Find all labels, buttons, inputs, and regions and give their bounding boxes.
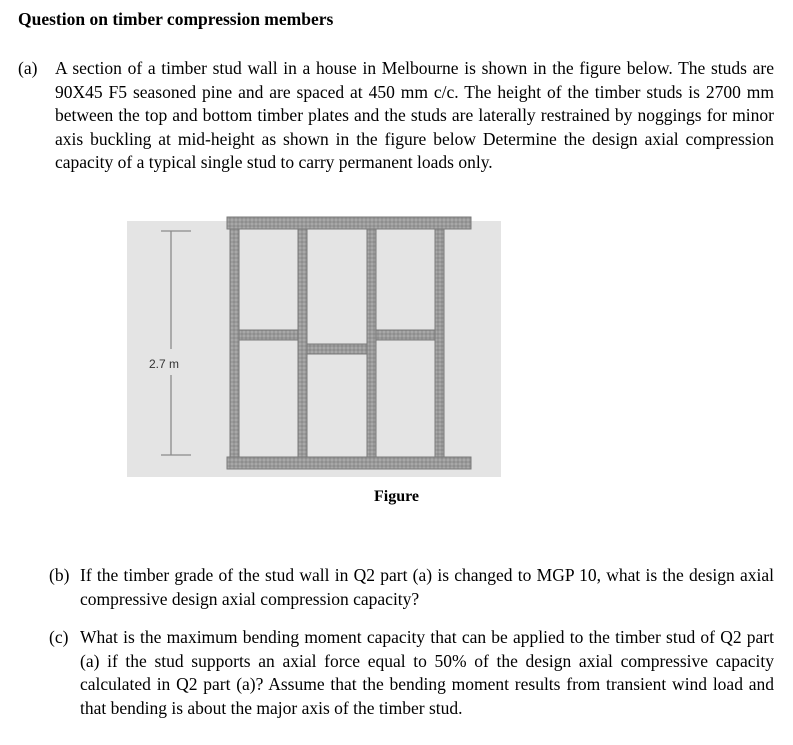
part-c-text: What is the maximum bending moment capacity that can be applied to the timber stud of Q2 part (a) if the stud supports an axial force equal to 50% of the design axial compressive capacity calculated in Q2 part (a)? Assume that the bending moment results from transient wind load and that bending is about the major axis of the timber stud. — [80, 627, 774, 718]
question-part-a — [18, 57, 774, 175]
stud-wall-figure — [127, 207, 501, 477]
question-part-c — [49, 626, 774, 720]
stud-wall-diagram — [127, 207, 501, 477]
height-dimension-label: 2.7 m — [149, 357, 180, 371]
stud — [367, 229, 376, 457]
nogging — [376, 330, 435, 340]
part-b-text: If the timber grade of the stud wall in Q2 part (a) is changed to MGP 10, what is the design axial compressive design axial compression capacity? — [80, 565, 774, 609]
bottom-plate — [227, 457, 471, 469]
stud — [435, 229, 444, 457]
stud — [298, 229, 307, 457]
stud — [230, 229, 239, 457]
part-c-label: (c) — [49, 627, 69, 647]
nogging — [307, 344, 367, 354]
part-a-label: (a) — [18, 58, 38, 78]
question-title: Question on timber compression members — [18, 9, 334, 29]
question-part-b — [49, 564, 774, 611]
figure-caption: Figure — [373, 488, 420, 505]
top-plate — [227, 217, 471, 229]
nogging — [239, 330, 298, 340]
part-b-label: (b) — [49, 565, 70, 585]
part-a-text: A section of a timber stud wall in a house in Melbourne is shown in the figure below. The studs are 90X45 F5 seasoned pine and are spaced at 450 mm c/c. The height of the timber studs is 2700 mm between the top and bottom timber plates and the studs are laterally restrained by noggings for minor axis buckling at mid-height as shown in the figure below Determine the design axial compression capacity of a typical single stud to carry permanent loads only. — [55, 58, 774, 173]
